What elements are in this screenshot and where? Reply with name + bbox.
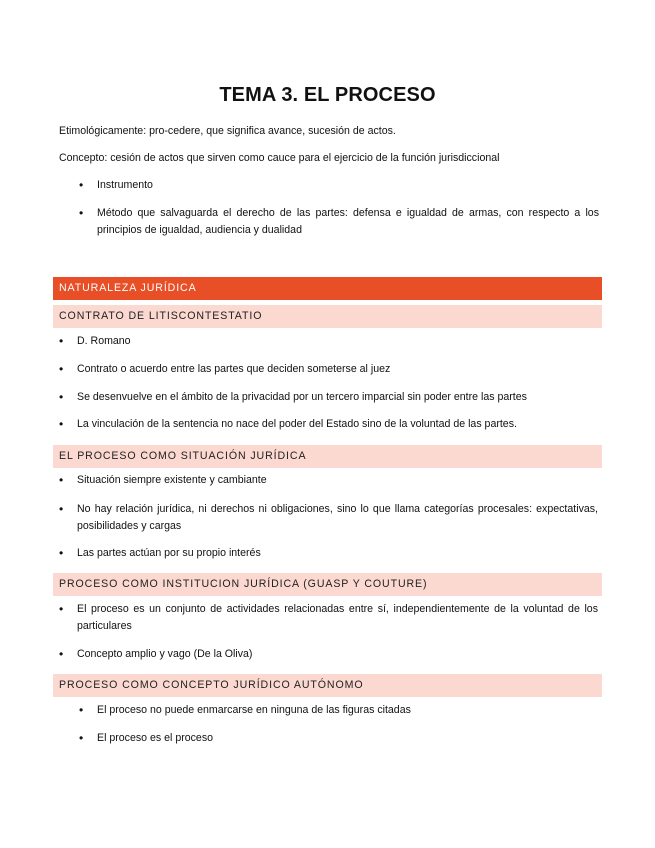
subsection-heading: PROCESO COMO INSTITUCION JURÍDICA (GUASP Y COUTURE) <box>53 573 602 596</box>
bullet-icon: • <box>59 546 64 560</box>
bullet-icon: • <box>59 362 64 376</box>
bullet-icon: • <box>79 731 84 745</box>
etimologia-paragraph: Etimológicamente: pro-cedere, que significa avance, sucesión de actos. <box>59 125 396 137</box>
bullet-icon: • <box>59 390 64 404</box>
bullet-icon: • <box>59 502 64 516</box>
bullet-icon: • <box>79 178 84 192</box>
page-title: TEMA 3. EL PROCESO <box>219 84 436 106</box>
bullet-icon: • <box>59 602 64 616</box>
bullet-icon: • <box>59 417 64 431</box>
section-heading-naturaleza: NATURALEZA JURÍDICA <box>53 277 602 300</box>
bullet-icon: • <box>59 647 64 661</box>
subsection-heading: CONTRATO DE LITISCONTESTATIO <box>53 305 602 328</box>
subsection-heading: PROCESO COMO CONCEPTO JURÍDICO AUTÓNOMO <box>53 674 602 697</box>
bullet-icon: • <box>59 473 64 487</box>
bullet-icon: • <box>59 334 64 348</box>
bullet-icon: • <box>79 206 84 220</box>
bullet-icon: • <box>79 703 84 717</box>
subsection-heading: EL PROCESO COMO SITUACIÓN JURÍDICA <box>53 445 602 468</box>
concepto-paragraph: Concepto: cesión de actos que sirven como cauce para el ejercicio de la función jurisdiccional <box>59 152 500 164</box>
document-page: TEMA 3. EL PROCESO Etimológicamente: pro-cedere, que significa avance, sucesión de actos. Concepto: cesión de actos que sirven como cauce para el ejercicio de la función jurisdiccional • Instrumento • Método que salvaguarda el derecho de las partes: defensa e igualdad de armas, con respecto a los principios de igualdad, audiencia y dualidad NATURALEZA JURÍDICA CONTRATO DE LITISCONTESTATIO • D. Romano • Contrato o acuerdo entre las partes que deciden someterse al juez • Se desenvuelve en el ámbito de la privacidad por un tercero imparcial sin poder entre las partes • La vinculación de la sentencia no nace del poder del Estado sino de la voluntad de las partes. EL PROCESO COMO SITUACIÓN JURÍDICA • Situación siempre existente y cambiante • No hay relación jurídica, ni derechos ni obligaciones, sino lo que llama categorías procesales: expectativas, posibilidades y cargas • Las partes actúan por su propio interés PROCESO COMO INSTITUCION JURÍDICA (GUASP Y COUTURE) • El proceso es un conjunto de actividades relacionadas entre sí, independientemente de la voluntad de los particulares • Concepto amplio y vago (De la Oliva) PROCESO COMO CONCEPTO JURÍDICO AUTÓNOMO • El proceso no puede enmarcarse en ninguna de las figuras citadas • El proceso es el proceso <box>0 0 655 848</box>
